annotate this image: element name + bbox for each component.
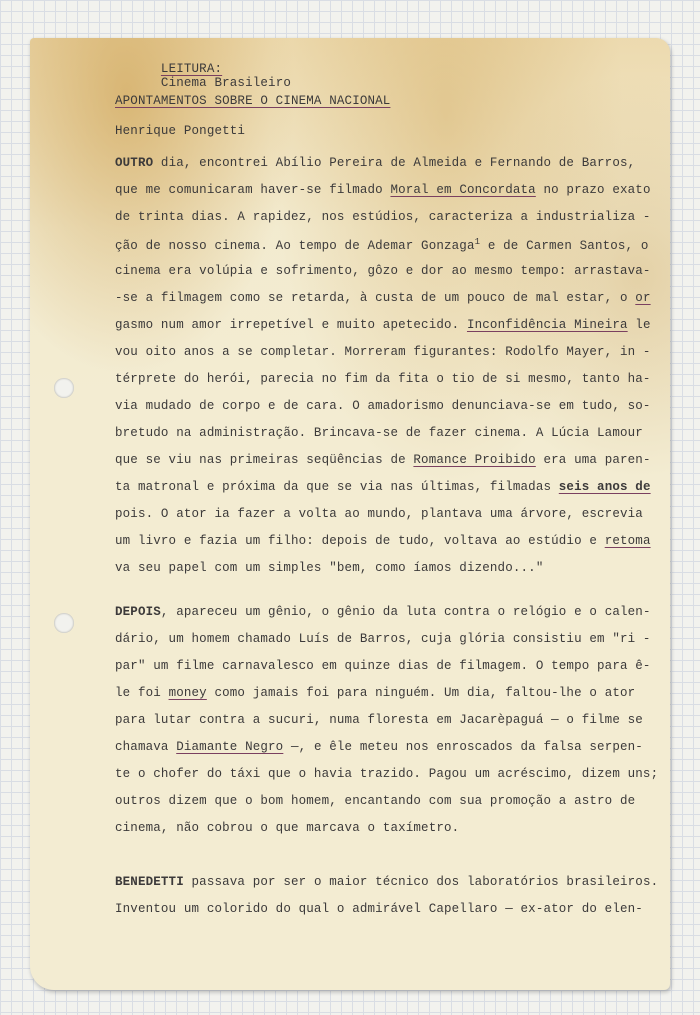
text-line: [115, 318, 651, 332]
text-span: -se a filmagem como se retarda, à custa de um pouco de mal estar, o: [115, 291, 636, 305]
text-line: [115, 740, 643, 754]
text-span: ção de nosso cinema. Ao tempo de Ademar Gonzaga: [115, 239, 475, 254]
text-line: pois. O ator ia fazer a volta ao mundo, plantava uma árvore, escrevia: [115, 507, 643, 521]
text-line: vou oito anos a se completar. Morreram figurantes: Rodolfo Mayer, in -: [115, 345, 651, 359]
text-span: dia, encontrei Abílio Pereira de Almeida e Fernando de Barros,: [153, 156, 636, 170]
text-span: no prazo exato: [535, 183, 651, 197]
text-span: que me comunicaram haver-se filmado: [115, 183, 391, 197]
section-label: LEITURA:: [160, 62, 223, 76]
text-span: passava por ser o maior técnico dos laboratórios brasileiros.: [183, 875, 659, 889]
text-line: [115, 605, 651, 619]
text-line: [115, 534, 651, 548]
text-span: le: [627, 318, 651, 332]
text-span: que se viu nas primeiras seqüências de: [115, 453, 414, 467]
text-span: , apareceu um gênio, o gênio da luta contra o relógio e o calen-: [160, 605, 651, 619]
text-span: ta matronal e próxima da que se via nas últimas, filmadas: [115, 480, 559, 494]
text-span: era uma paren-: [535, 453, 651, 467]
text-line: [115, 480, 651, 494]
text-line: de trinta dias. A rapidez, nos estúdios, caracteriza a industrializa -: [115, 210, 651, 224]
text-line: par" um filme carnavalesco em quinze dias de filmagem. O tempo para ê-: [115, 659, 651, 673]
text-line: te o chofer do táxi que o havia trazido. Pagou um acréscimo, dizem uns;: [115, 767, 659, 781]
text-line: [115, 183, 651, 197]
underlined-phrase: seis anos de: [558, 480, 651, 494]
text-line: cinema, não cobrou o que marcava o taxímetro.: [115, 821, 460, 835]
punch-hole: [54, 378, 74, 398]
film-title: Diamante Negro: [176, 740, 284, 754]
text-line: outros dizem que o bom homem, encantando com sua promoção a astro de: [115, 794, 636, 808]
lead-word: OUTRO: [115, 156, 154, 170]
text-line: [115, 291, 651, 305]
text-line: [115, 156, 635, 170]
article-title: APONTAMENTOS SOBRE O CINEMA NACIONAL: [115, 94, 391, 108]
text-line: para lutar contra a sucuri, numa floresta em Jacarèpaguá — o filme se: [115, 713, 643, 727]
typewritten-page: [30, 38, 670, 990]
film-title: Inconfidência Mineira: [466, 318, 628, 332]
text-line: cinema era volúpia e sofrimento, gôzo e dor ao mesmo tempo: arrastava-: [115, 264, 651, 278]
text-span: um livro e fazia um filho: depois de tudo, voltava ao estúdio e: [115, 534, 605, 548]
text-line: [115, 686, 635, 700]
text-span: —, e êle meteu nos enroscados da falsa serpen-: [283, 740, 643, 754]
text-line: [115, 453, 651, 467]
text-span: le foi: [115, 686, 169, 700]
lead-word: BENEDETTI: [115, 875, 184, 889]
text-line: [115, 237, 649, 253]
text-line: va seu papel com um simples "bem, como íamos dizendo...": [115, 561, 544, 575]
lead-word: DEPOIS: [115, 605, 161, 619]
text-span: chamava: [115, 740, 177, 754]
section-title: Cinema Brasileiro: [160, 76, 291, 90]
text-line: [115, 875, 658, 889]
text-span: gasmo num amor irrepetível e muito apetecido.: [115, 318, 467, 332]
text-line: térprete do herói, parecia no fim da fita o tio de si mesmo, tanto ha-: [115, 372, 651, 386]
text-line: bretudo na administração. Brincava-se de fazer cinema. A Lúcia Lamour: [115, 426, 643, 440]
punch-hole: [54, 613, 74, 633]
film-title: Romance Proibido: [413, 453, 536, 467]
underlined-word: retoma: [604, 534, 651, 548]
underlined-word: or: [635, 291, 651, 305]
text-line: Inventou um colorido do qual o admirável Capellaro — ex-ator do elen-: [115, 902, 643, 916]
film-title: Moral em Concordata: [390, 183, 536, 197]
footnote-marker: 1: [474, 237, 481, 247]
author: Henrique Pongetti: [115, 124, 246, 138]
underlined-word: money: [168, 686, 207, 700]
text-line: dário, um homem chamado Luís de Barros, cuja glória consistiu em "ri -: [115, 632, 651, 646]
text-line: via mudado de corpo e de cara. O amadorismo denunciava-se em tudo, so-: [115, 399, 651, 413]
text-span: como jamais foi para ninguém. Um dia, faltou-lhe o ator: [206, 686, 636, 700]
text-span: e de Carmen Santos, o: [480, 239, 649, 254]
